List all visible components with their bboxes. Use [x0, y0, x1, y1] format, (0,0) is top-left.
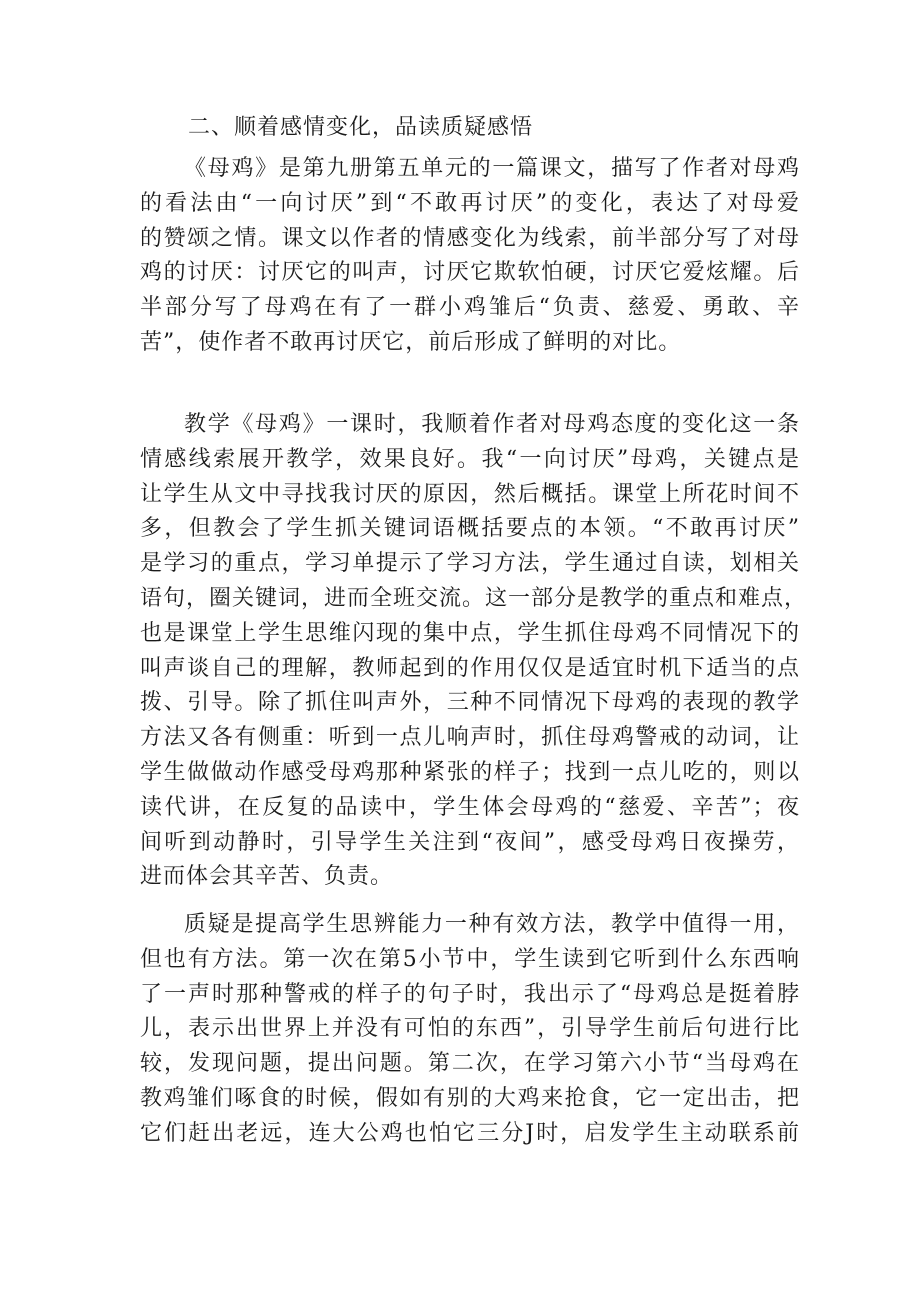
paragraph-line: 教鸡雏们啄食的时候，假如有别的大鸡来抢食，它一定出击，把	[140, 1085, 800, 1111]
paragraph-line: 半部分写了母鸡在有了一群小鸡雏后“负责、慈爱、勇敢、辛	[140, 295, 800, 321]
paragraph-line: 教学《母鸡》一课时，我顺着作者对母鸡态度的变化这一条	[184, 412, 800, 437]
paragraph-line: 但也有方法。第一次在第5小节中，学生读到它听到什么东西响	[140, 946, 800, 972]
paragraph-2	[140, 408, 808, 895]
paragraph-line: 学生做做动作感受母鸡那种紧张的样子；找到一点儿吃的，则以	[140, 759, 800, 785]
paragraph-line: 《母鸡》是第九册第五单元的一篇课文，描写了作者对母鸡	[184, 156, 800, 181]
paragraph-line: 叫声谈自己的理解，教师起到的作用仅仅是适宜时机下适当的点	[140, 655, 800, 681]
paragraph-line: 让学生从文中寻找我讨厌的原因，然后概括。课堂上所花时间不	[140, 481, 800, 507]
paragraph-line: 间听到动静时，引导学生关注到“夜间”，感受母鸡日夜操劳，	[140, 829, 800, 855]
paragraph-1	[140, 152, 800, 361]
paragraph-line: 语句，圈关键词，进而全班交流。这一部分是教学的重点和难点，	[140, 585, 808, 611]
paragraph-line: 鸡的讨厌：讨厌它的叫声，讨厌它欺软怕硬，讨厌它爱炫耀。后	[140, 260, 800, 286]
paragraph-line: 方法又各有侧重：听到一点儿响声时，抓住母鸡警戒的动词，让	[140, 725, 800, 751]
section-heading: 二、顺着感情变化，品读质疑感悟	[188, 115, 534, 140]
paragraph-line: 进而体会其辛苦、负责。	[140, 864, 394, 890]
paragraph-3	[140, 908, 800, 1152]
paragraph-line: 质疑是提高学生思辨能力一种有效方法，教学中值得一用，	[184, 912, 800, 937]
paragraph-line: 是学习的重点，学习单提示了学习方法，学生通过自读，划相关	[140, 551, 800, 577]
paragraph-line: 也是课堂上学生思维闪现的集中点，学生抓住母鸡不同情况下的	[140, 620, 800, 646]
paragraph-line: 情感线索展开教学，效果良好。我“一向讨厌”母鸡，关键点是	[140, 446, 800, 472]
paragraph-line: 拨、引导。除了抓住叫声外，三种不同情况下母鸡的表现的教学	[140, 690, 800, 716]
paragraph-line: 儿，表示出世界上并没有可怕的东西”，引导学生前后句进行比	[140, 1016, 800, 1042]
paragraph-line: 了一声时那种警戒的样子的句子时，我出示了“母鸡总是挺着脖	[140, 981, 800, 1007]
paragraph-line: 的看法由“一向讨厌”到“不敢再讨厌”的变化，表达了对母爱	[140, 190, 800, 216]
paragraph-line: 多，但教会了学生抓关键词语概括要点的本领。“不敢再讨厌”	[140, 516, 800, 542]
paragraph-line: 的赞颂之情。课文以作者的情感变化为线索，前半部分写了对母	[140, 225, 800, 251]
paragraph-line: 它们赶出老远，连大公鸡也怕它三分J时，启发学生主动联系前	[140, 1120, 800, 1146]
paragraph-line: 读代讲，在反复的品读中，学生体会母鸡的“慈爱、辛苦”；夜	[140, 794, 800, 820]
paragraph-line: 苦”，使作者不敢再讨厌它，前后形成了鲜明的对比。	[140, 329, 682, 355]
paragraph-line: 较，发现问题，提出问题。第二次，在学习第六小节“当母鸡在	[140, 1051, 800, 1077]
